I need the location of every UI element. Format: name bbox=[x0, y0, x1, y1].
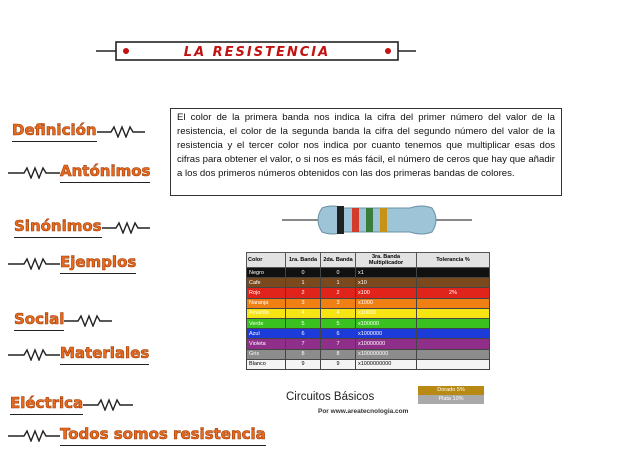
banner-title: LA RESISTENCIA bbox=[183, 45, 331, 60]
table-cell-b1: 4 bbox=[286, 308, 321, 318]
table-row bbox=[247, 339, 490, 349]
nav-label: Definición bbox=[12, 120, 97, 142]
source-credit: Por www.areatecnologia.com bbox=[318, 408, 409, 415]
table-cell-mult: x1 bbox=[356, 268, 417, 278]
table-cell-color: Naranja bbox=[247, 298, 286, 308]
nav-item-todos-somos-resistencia[interactable] bbox=[8, 424, 266, 446]
resistor-zigzag-icon bbox=[83, 397, 133, 411]
table-cell-mult: x10000 bbox=[356, 308, 417, 318]
table-cell-color: Amarillo bbox=[247, 308, 286, 318]
table-cell-mult: x10000000 bbox=[356, 339, 417, 349]
table-cell-b2: 2 bbox=[321, 288, 356, 298]
table-cell-color: Negro bbox=[247, 268, 286, 278]
table-cell-tol bbox=[417, 318, 490, 328]
resistor-zigzag-icon bbox=[8, 256, 60, 270]
table-cell-b2: 1 bbox=[321, 278, 356, 288]
table-cell-b1: 2 bbox=[286, 288, 321, 298]
nav-item-social[interactable] bbox=[14, 309, 112, 331]
table-cell-b2: 6 bbox=[321, 329, 356, 339]
table-cell-mult: x10 bbox=[356, 278, 417, 288]
resistor-zigzag-icon bbox=[64, 313, 112, 327]
col-header-multiplier: 3ra. Banda Multiplicador bbox=[356, 253, 417, 268]
nav-item-definicion[interactable] bbox=[12, 120, 145, 142]
table-cell-color: Violeta bbox=[247, 339, 286, 349]
table-cell-b1: 7 bbox=[286, 339, 321, 349]
nav-label: Antónimos bbox=[60, 161, 150, 183]
table-row bbox=[247, 349, 490, 359]
table-cell-b1: 9 bbox=[286, 359, 321, 369]
table-cell-tol bbox=[417, 329, 490, 339]
table-cell-tol bbox=[417, 308, 490, 318]
table-cell-color: Verde bbox=[247, 318, 286, 328]
color-code-chart bbox=[244, 244, 496, 426]
table-cell-tol bbox=[417, 359, 490, 369]
tolerance-dorado: Dorado 5% bbox=[418, 386, 484, 395]
table-cell-b1: 0 bbox=[286, 268, 321, 278]
table-cell-b2: 9 bbox=[321, 359, 356, 369]
chart-caption: Circuitos Básicos bbox=[286, 391, 375, 403]
col-header-band1: 1ra. Banda bbox=[286, 253, 321, 268]
nav-label: Todos somos resistencia bbox=[60, 424, 266, 446]
table-cell-b2: 7 bbox=[321, 339, 356, 349]
table-cell-b1: 1 bbox=[286, 278, 321, 288]
table-cell-tol bbox=[417, 349, 490, 359]
resistor-zigzag-icon bbox=[8, 428, 60, 442]
table-cell-b1: 6 bbox=[286, 329, 321, 339]
table-cell-color: Rojo bbox=[247, 288, 286, 298]
table-cell-mult: x100000000 bbox=[356, 349, 417, 359]
table-row bbox=[247, 268, 490, 278]
table-cell-mult: x100 bbox=[356, 288, 417, 298]
color-code-table bbox=[246, 252, 490, 370]
table-cell-b2: 3 bbox=[321, 298, 356, 308]
col-header-band2: 2da. Banda bbox=[321, 253, 356, 268]
table-cell-color: Gris bbox=[247, 349, 286, 359]
table-cell-mult: x1000000000 bbox=[356, 359, 417, 369]
table-cell-mult: x1000 bbox=[356, 298, 417, 308]
resistor-zigzag-icon bbox=[102, 220, 150, 234]
table-row bbox=[247, 359, 490, 369]
table-cell-tol bbox=[417, 278, 490, 288]
nav-label: Materiales bbox=[60, 343, 149, 365]
col-header-tolerance: Tolerancia % bbox=[417, 253, 490, 268]
table-row bbox=[247, 329, 490, 339]
nav-label: Ejemplos bbox=[60, 252, 136, 274]
table-cell-mult: x1000000 bbox=[356, 329, 417, 339]
table-row bbox=[247, 298, 490, 308]
nav-label: Eléctrica bbox=[10, 393, 83, 415]
table-cell-tol bbox=[417, 298, 490, 308]
tolerance-plata: Plata 10% bbox=[418, 395, 484, 404]
nav-item-antonimos[interactable] bbox=[8, 161, 150, 183]
table-row bbox=[247, 288, 490, 298]
table-cell-b1: 3 bbox=[286, 298, 321, 308]
table-cell-b2: 0 bbox=[321, 268, 356, 278]
table-cell-color: Azul bbox=[247, 329, 286, 339]
resistor-zigzag-icon bbox=[8, 347, 60, 361]
nav-label: Social bbox=[14, 309, 64, 331]
table-cell-tol bbox=[417, 339, 490, 349]
table-cell-b2: 5 bbox=[321, 318, 356, 328]
col-header-color: Color bbox=[247, 253, 286, 268]
nav-item-electrica[interactable] bbox=[10, 393, 133, 415]
table-cell-color: Cafe bbox=[247, 278, 286, 288]
table-row bbox=[247, 308, 490, 318]
nav-item-sinonimos[interactable] bbox=[14, 216, 150, 238]
table-cell-tol bbox=[417, 268, 490, 278]
resistor-zigzag-icon bbox=[97, 124, 145, 138]
nav-item-materiales[interactable] bbox=[8, 343, 149, 365]
resistor-zigzag-icon bbox=[8, 165, 60, 179]
table-cell-color: Blanco bbox=[247, 359, 286, 369]
table-row bbox=[247, 318, 490, 328]
table-cell-b1: 8 bbox=[286, 349, 321, 359]
table-cell-tol: 2% bbox=[417, 288, 490, 298]
resistor-image bbox=[282, 198, 472, 244]
table-row bbox=[247, 278, 490, 288]
table-cell-b2: 8 bbox=[321, 349, 356, 359]
nav-label: Sinónimos bbox=[14, 216, 102, 238]
table-cell-b1: 5 bbox=[286, 318, 321, 328]
table-cell-b2: 4 bbox=[321, 308, 356, 318]
nav-item-ejemplos[interactable] bbox=[8, 252, 136, 274]
table-cell-mult: x100000 bbox=[356, 318, 417, 328]
description-box: El color de la primera banda nos indica la cifra del primer número del valor de la resistencia, el color de la segunda banda la cifra del segundo número del valor de la resistencia y el tercer color nos indica por cuanto tenemos que multiplicar esas dos cifras para obtener el valor, o si nos es más fácil, el número de ceros que hay que añadir a los dos primeros números obtenidos con las dos primeras bandas de colores. bbox=[170, 108, 562, 196]
